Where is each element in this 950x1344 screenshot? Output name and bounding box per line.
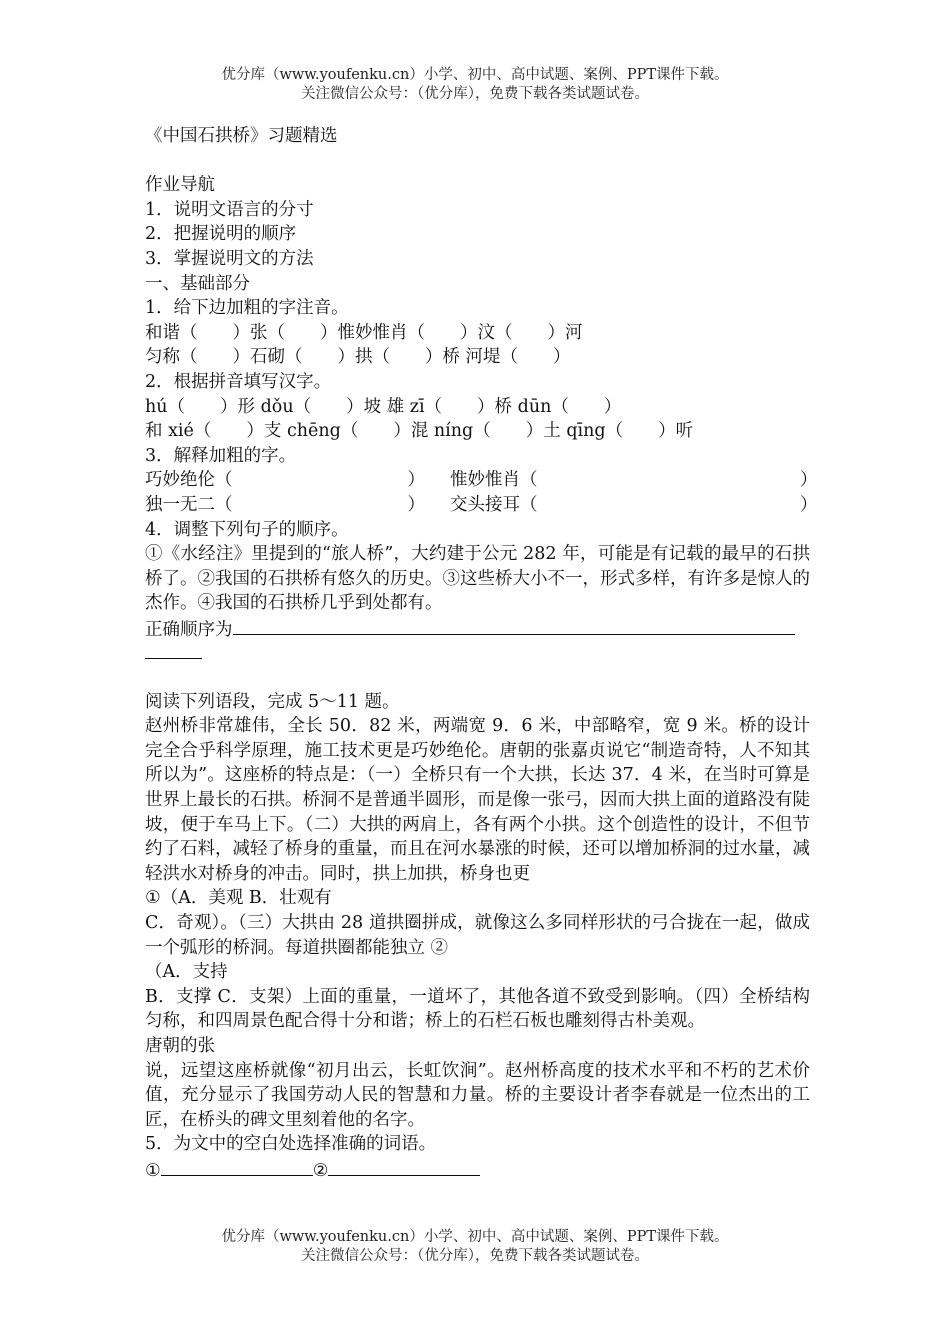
document-title: 《中国石拱桥》习题精选 bbox=[145, 126, 338, 146]
reading-paragraph: 说，远望这座桥就像“初月出云，长虹饮涧”。赵州桥高度的技术水平和不朽的艺术价值，充分显示了我国劳动人民的智慧和力量。桥的主要设计者李春就是一位杰出的工匠，在桥头的碑文里刻着他的名字。 bbox=[145, 1060, 810, 1130]
nav-heading: 作业导航 bbox=[145, 175, 215, 196]
question-5-answer-line bbox=[145, 1157, 810, 1182]
answer-underline bbox=[161, 1157, 313, 1176]
question-1-line-2: 匀称（ ）石砌（ ）拱（ ）桥 河堤（ ） bbox=[145, 347, 571, 368]
answer-underline bbox=[328, 1157, 480, 1176]
question-1-prompt: 1．给下边加粗的字注音。 bbox=[145, 298, 349, 319]
blank-marker-1: ① bbox=[145, 1160, 161, 1181]
page-footer bbox=[0, 1228, 950, 1266]
answer-underline bbox=[145, 640, 202, 659]
reading-paragraph: 赵州桥非常雄伟，全长 50．82 米，两端宽 9．6 米，中部略窄，宽 9 米。桥的设计完全合乎科学原理，施工技术更是巧妙绝伦。唐朝的张嘉贞说它“制造奇特，人不知其所以为”。这座桥的特点是：（一）全桥只有一个大拱，长达 37．4 米，在当时可算是世界上最长的石拱。桥洞不是普通半圆形，而是像一张弓，因而大拱上面的道路没有陡坡，便于车马上下。（二）大拱的两肩上，各有两个小拱。这个创造性的设计，不但节约了石料，减轻了桥身的重量，而且在河水暴涨的时候，还可以增加桥洞的过水量，减轻洪水对桥身的冲击。同时，拱上加拱，桥身也更 bbox=[145, 716, 810, 884]
question-4-sentences: ①《水经注》里提到的“旅人桥”，大约建于公元 282 年，可能是有记载的最早的石拱桥了。②我国的石拱桥有悠久的历史。③这些桥大小不一，形式多样，有许多是惊人的杰作。④我国的石拱桥几乎到处都有。 bbox=[145, 544, 810, 614]
question-4-answer-line bbox=[145, 616, 810, 641]
nav-item: 1．说明文语言的分寸 bbox=[145, 199, 314, 220]
blank-marker-2: ② bbox=[312, 1160, 329, 1181]
answer-underline bbox=[233, 616, 795, 635]
header-line-1: 优分库（www.youfenku.cn）小学、初中、高中试题、案例、PPT课件下载。 bbox=[221, 67, 729, 83]
question-2-line-1: hú（ ）形 dǒu（ ）坡 雄 zī（ ）桥 dūn（ ） bbox=[145, 396, 622, 417]
question-3-prompt: 3．解释加粗的字。 bbox=[145, 445, 297, 466]
section-heading: 一、基础部分 bbox=[145, 273, 250, 294]
footer-line-1: 优分库（www.youfenku.cn）小学、初中、高中试题、案例、PPT课件下载。 bbox=[221, 1229, 729, 1245]
idiom-blank: 惟妙惟肖（ ） bbox=[450, 470, 818, 491]
reading-paragraph: B．支撑 C．支架）上面的重量，一道坏了，其他各道不致受到影响。（四）全桥结构匀称，和四周景色配合得十分和谐；桥上的石栏石板也雕刻得古朴美观。 bbox=[145, 986, 810, 1032]
nav-item: 3．掌握说明文的方法 bbox=[145, 248, 314, 269]
reading-line: 唐朝的张 bbox=[145, 1035, 215, 1056]
nav-item: 2．把握说明的顺序 bbox=[145, 224, 297, 245]
answer-label: 正确顺序为 bbox=[145, 619, 233, 640]
question-3-row bbox=[145, 493, 818, 518]
idiom-blank: 独一无二（ ） bbox=[145, 494, 425, 515]
reading-paragraph: C．奇观）。（三）大拱由 28 道拱圈拼成，就像这么多同样形状的弓合拢在一起，做成一个弧形的桥洞。每道拱圈都能独立 ② bbox=[145, 913, 810, 958]
spacer bbox=[145, 665, 810, 690]
reading-intro: 阅读下列语段，完成 5～11 题。 bbox=[145, 691, 400, 712]
question-5-prompt: 5．为文中的空白处选择准确的词语。 bbox=[145, 1134, 437, 1155]
header-line-2: 关注微信公众号：（优分库），免费下载各类试题试卷。 bbox=[301, 86, 649, 102]
idiom-blank: 交头接耳（ ） bbox=[450, 494, 818, 515]
question-4-answer-line-cont bbox=[145, 640, 810, 665]
footer-line-2: 关注微信公众号：（优分库），免费下载各类试题试卷。 bbox=[301, 1248, 649, 1264]
question-4-prompt: 4．调整下列句子的顺序。 bbox=[145, 519, 349, 540]
reading-choice-line: （A．支持 bbox=[145, 962, 228, 983]
document-body bbox=[145, 124, 818, 1182]
question-2-prompt: 2．根据拼音填写汉字。 bbox=[145, 371, 332, 392]
question-1-line-1: 和谐（ ）张（ ）惟妙惟肖（ ）汶（ ）河 bbox=[145, 322, 583, 343]
page-header bbox=[0, 66, 950, 104]
idiom-blank: 巧妙绝伦（ ） bbox=[145, 470, 425, 491]
question-3-row bbox=[145, 468, 818, 493]
spacer bbox=[145, 149, 810, 174]
reading-choice-line: ①（A．美观 B．壮观有 bbox=[145, 888, 332, 909]
question-2-line-2: 和 xié（ ）支 chēng（ ）混 níng（ ）土 qīng（ ）听 bbox=[145, 421, 694, 442]
